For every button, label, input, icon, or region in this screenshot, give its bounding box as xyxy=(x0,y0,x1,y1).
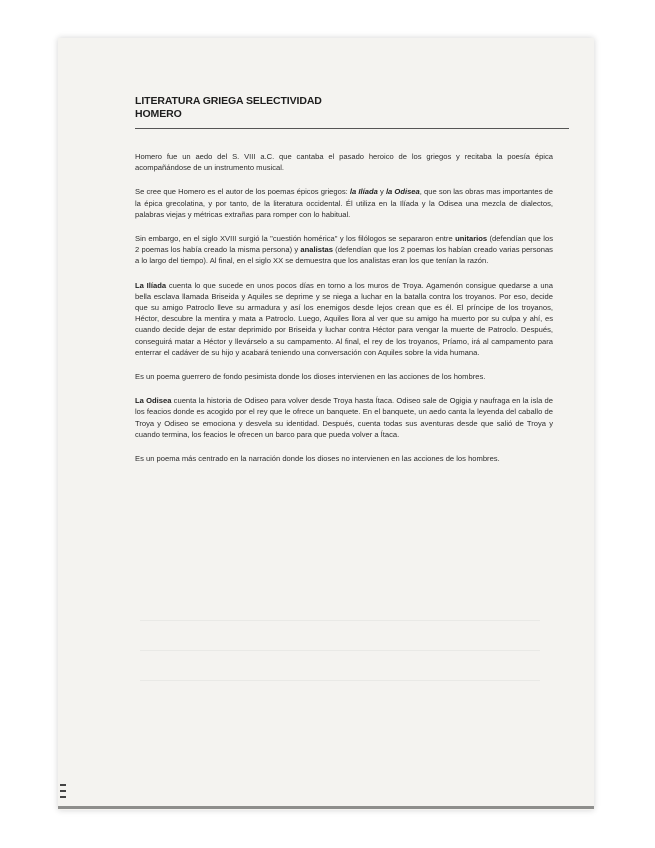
term-unitarios: unitarios xyxy=(455,234,488,244)
title-line-1: LITERATURA GRIEGA SELECTIVIDAD xyxy=(135,95,322,107)
document-title xyxy=(135,95,553,121)
term-analistas: analistas xyxy=(300,245,333,255)
bleed-through-line xyxy=(140,620,540,621)
work-title-iliad: la Ilíada xyxy=(349,187,378,197)
scan-margin-marks xyxy=(60,784,66,802)
title-divider xyxy=(135,128,569,129)
heading-odyssey: La Odisea xyxy=(135,396,172,406)
bleed-through-line xyxy=(140,650,540,651)
work-title-odyssey: la Odisea xyxy=(385,187,420,197)
heading-iliad: La Ilíada xyxy=(135,280,167,290)
paragraph-iliad-summary: La Ilíada cuenta lo que sucede en unos pocos días en torno a los muros de Troya. Agamenón consigue quedarse a una bella esclava llamada Briseida y Aquiles se deprime y se niega a luchar en la batalla contra los troyanos. Por eso, decide que su amigo Patroclo lleve su armadura y así los enemigos desde lejos crean que es él. El príncipe de los troyanos, Héctor, descubre la mentira y mata a Patroclo. Luego, Aquiles llora al ver que su amigo ha muerto por su culpa y ahí, es cuando decide dejar de estar deprimido por Briseida y luchar contra Héctor para vengar la muerte de Patroclo. Después, conseguirá matar a Héctor y llevárselo a su campamento. Al final, el rey de los troyanos, Príamo, irá al campamento para enterrar el cadáver de su hijo y acabará teniendo una conversación con Aquiles sobre la vida humana. xyxy=(135,280,553,357)
paragraph-homeric-question: Sin embargo, en el siglo XVIII surgió la "cuestión homérica" y los filólogos se separaron entre unitarios (defendían que los 2 poemas los había creado la misma persona) y analistas (defendían que los 2 poemas los habían creado varias personas a lo largo del tiempo). Al final, en el siglo XX se demuestra que los analistas eran los que tenían la razón. xyxy=(135,234,553,266)
document-body xyxy=(135,95,553,477)
paragraph-odyssey-summary: La Odisea cuenta la historia de Odiseo para volver desde Troya hasta Ítaca. Odiseo sale de Ogigia y naufraga en la isla de los feacios donde es acogido por el rey que le ofrece un banquete. En el banquete, un aedo canta la leyenda del caballo de Troya y Odiseo se emociona y desvela su identidad. Después, cuenta todas sus aventuras desde que salió de Troya y cuando termina, los feacios le ofrecen un barco para que pueda volver a Ítaca. xyxy=(135,396,553,439)
title-line-2: HOMERO xyxy=(135,108,182,120)
bleed-through-line xyxy=(140,680,540,681)
paragraph-authorship: Se cree que Homero es el autor de los poemas épicos griegos: la Ilíada y la Odisea, que son las obras mas importantes de la épica grecolatina, y por tanto, de la literatura occidental. Él utiliza en la Ilíada y la Odisea una mezcla de dialectos, palabras viejas y métricas extrañas para romper con lo habitual. xyxy=(135,187,553,219)
paragraph-odyssey-theme: Es un poema más centrado en la narración donde los dioses no intervienen en las acciones de los hombres. xyxy=(135,454,500,464)
page-bottom-edge xyxy=(58,806,594,809)
paragraph-iliad-theme: Es un poema guerrero de fondo pesimista donde los dioses intervienen en las acciones de los hombres. xyxy=(135,372,486,382)
paragraph-intro: Homero fue un aedo del S. VIII a.C. que cantaba el pasado heroico de los griegos y recitaba la poesía épica acompañándose de un instrumento musical. xyxy=(135,152,553,173)
